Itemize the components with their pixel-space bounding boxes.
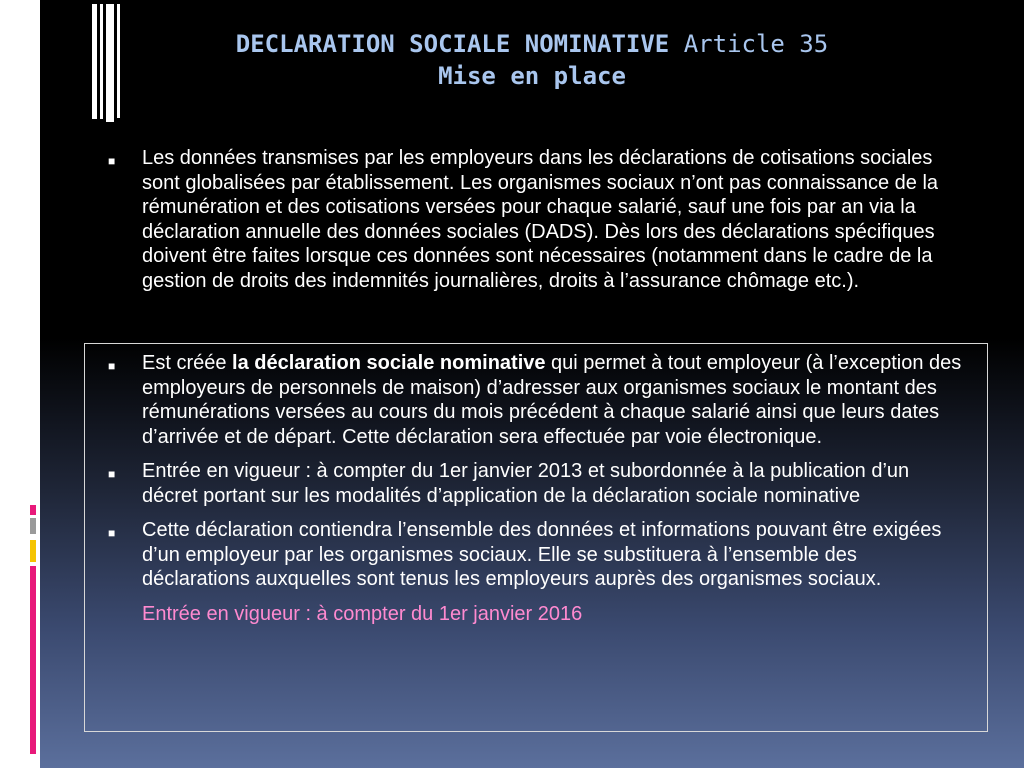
title-line-1 [40,28,1024,60]
strip-pink-top [30,505,36,515]
square-bullet-icon: ■ [108,467,116,481]
effective-date-note: Entrée en vigueur : à compter du 1er janvier 2016 [142,602,583,625]
bullet-text-pre: Est créée [142,352,233,374]
bullet-text-post: qui permet à tout employeur (à l’exception des employeurs de personnels de maison) d’adresser aux organismes sociaux le montant des rémunérations versées au cours du mois précédent à chaque salarié ainsi que leurs dates d’arrivée et de départ. Cette déclaration sera effectuée par voie électronique. [142,352,962,448]
strip-yellow [30,540,36,562]
list-item [108,351,968,449]
title-article: Article 35 [669,30,829,58]
bullet-text: Entrée en vigueur : à compter du 1er janvier 2013 et subordonnée à la publication d’un décret portant sur les modalités d’application de la déclaration sociale nominative [142,460,910,507]
square-bullet-icon: ■ [108,359,116,373]
content-boxed [108,351,968,626]
list-item [108,146,968,293]
square-bullet-icon: ■ [108,526,116,540]
bullet-text-bold: la déclaration sociale nominative [232,352,546,374]
square-bullet-icon: ■ [108,154,116,168]
bullet-text: Cette déclaration contiendra l’ensemble des données et informations pouvant être exigées d’un employeur par les organismes sociaux. Elle se substituera à l’ensemble des déclarations auxquelles sont tenus les employeurs auprès des organismes sociaux. [142,519,942,590]
left-margin [0,0,40,768]
title-strong: DECLARATION SOCIALE NOMINATIVE [235,30,670,58]
list-item [108,518,968,592]
content-top [108,146,968,303]
slide-title [40,28,1024,92]
slide [40,0,1024,768]
bullet-text: Les données transmises par les employeurs dans les déclarations de cotisations sociales sont globalisées par établissement. Les organismes sociaux n’ont pas connaissance de la rémunération et des cotisations versées pour chaque salarié, sauf une fois par an via la déclaration annuelle des données sociales (DADS). Dès lors des déclarations spécifiques doivent être faites lorsque ces données sont nécessaires (notamment dans le cadre de la gestion de droits des indemnités journalières, droits à l’assurance chômage etc.). [142,147,939,292]
strip-gray [30,518,36,534]
title-line-2: Mise en place [438,62,626,90]
list-item [108,459,968,508]
strip-pink-bottom [30,566,36,754]
